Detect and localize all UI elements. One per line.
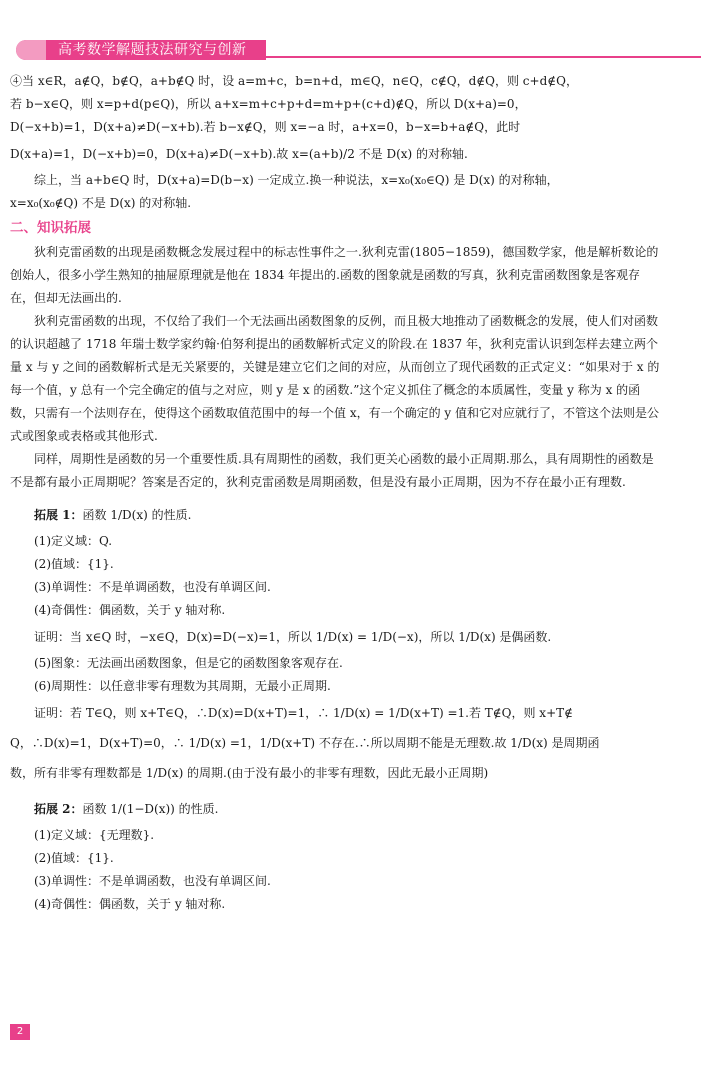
proof-text: 证明：当 x∈Q 时，−x∈Q，D(x)=D(−x)=1，所以 1/D(x) = 1/D(−x)，所以 1/D(x) 是偶函数. [34, 630, 552, 644]
text-line: 综上，当 a+b∈Q 时，D(x+a)=D(b−x) 一定成立.换一种说法，x=x₀(x₀∈Q) 是 D(x) 的对称轴， [34, 173, 559, 187]
header-rule [266, 56, 701, 58]
list-item: (2)值域：{1}. [34, 557, 114, 571]
list-item: (1)定义域：Q. [34, 534, 113, 548]
list-item: (3)单调性：不是单调函数，也没有单调区间. [34, 874, 271, 888]
page-header [0, 38, 723, 62]
text-line: D(−x+b)=1，D(x+a)≠D(−x+b).若 b−x∉Q，则 x=−a 时，a+x=0，b−x=b+a∉Q，此时 [10, 120, 521, 134]
list-item: (4)奇偶性：偶函数，关于 y 轴对称. [34, 603, 226, 617]
book-title: 高考数学解题技法研究与创新 [58, 42, 247, 58]
text-line: ④当 x∈R，a∉Q，b∉Q，a+b∉Q 时，设 a=m+c，b=n+d，m∈Q，n∈Q，c∉Q，d∉Q，则 c+d∉Q， [10, 74, 578, 88]
proof-text: 数，所有非零有理数都是 1/D(x) 的周期.(由于没有最小的非零有理数，因此无最小正周期) [10, 766, 489, 780]
list-item: (1)定义域：{无理数}. [34, 828, 155, 842]
text-line: x=x₀(x₀∉Q) 不是 D(x) 的对称轴. [10, 196, 192, 210]
page-number: 2 [10, 1024, 30, 1040]
paragraph: 同样，周期性是函数的另一个重要性质.具有周期性的函数，我们更关心函数的最小正周期.那么，具有周期性的函数是不是都有最小正周期呢？答案是否定的，狄利克雷函数是周期函数，但是没有最小正周期，因为不存在最小正有理数. [10, 452, 654, 489]
text-line: 若 b−x∈Q，则 x=p+d(p∈Q)，所以 a+x=m+c+p+d=m+p+(c+d)∉Q，所以 D(x+a)=0， [10, 97, 527, 111]
extension-2-heading [10, 794, 660, 824]
proof-text: Q，∴D(x)=1，D(x+T)=0，∴ 1/D(x) =1，1/D(x+T) 不存在.∴所以周期不能是无理数.故 1/D(x) 是周期函 [10, 736, 600, 750]
extension-label: 拓展 2： [34, 802, 83, 816]
list-item: (3)单调性：不是单调函数，也没有单调区间. [34, 580, 271, 594]
list-item: (6)周期性：以任意非零有理数为其周期，无最小正周期. [34, 679, 331, 693]
list-item: (5)图象：无法画出函数图象，但是它的函数图象客观存在. [34, 656, 343, 670]
extension-1-heading [10, 500, 660, 530]
extension-title: 函数 1/(1−D(x)) 的性质. [82, 802, 219, 816]
section-heading: 二、知识拓展 [10, 220, 91, 236]
paragraph: 狄利克雷函数的出现，不仅给了我们一个无法画出函数图象的反例，而且极大地推动了函数概念的发展，使人们对函数的认识超越了 1718 年瑞士数学家约翰·伯努利提出的函数解析式定义的阶段.在 1837 年，狄利克雷认识到怎样去建立两个量 x 与 y 之间的函数解析式是无关紧要的，关键是建立它们之间的对应，从而创立了现代函数的正式定义：“如果对于 x 的每一个值，y 总有一个完全确定的值与之对应，则 y 是 x 的函数.”这个定义抓住了概念的本质属性，变量 y 称为 x 的函数，只需有一个法则存在，使得这个函数取值范围中的每一个值 x，有一个确定的 y 值和它对应就行了，不管这个法则是公式或图象或表格或其他形式. [10, 314, 660, 443]
proof-text: 证明：若 T∈Q，则 x+T∈Q，∴D(x)=D(x+T)=1，∴ 1/D(x) = 1/D(x+T) =1.若 T∉Q，则 x+T∉ [34, 706, 574, 720]
extension-title: 函数 1/D(x) 的性质. [82, 508, 192, 522]
list-item: (2)值域：{1}. [34, 851, 114, 865]
header-tab-accent [16, 40, 46, 60]
extension-label: 拓展 1： [34, 508, 83, 522]
page-body [10, 70, 660, 916]
paragraph: 狄利克雷函数的出现是函数概念发展过程中的标志性事件之一.狄利克雷(1805−1859)，德国数学家，他是解析数论的创始人，很多小学生熟知的抽屉原理就是他在 1834 年提出的.函数的图象就是函数的写真，狄利克雷函数图象是客观存在，但却无法画出的. [10, 245, 659, 305]
text-line: D(x+a)=1，D(−x+b)=0，D(x+a)≠D(−x+b).故 x=(a+b)/2 不是 D(x) 的对称轴. [10, 147, 468, 161]
list-item: (4)奇偶性：偶函数，关于 y 轴对称. [34, 897, 226, 911]
